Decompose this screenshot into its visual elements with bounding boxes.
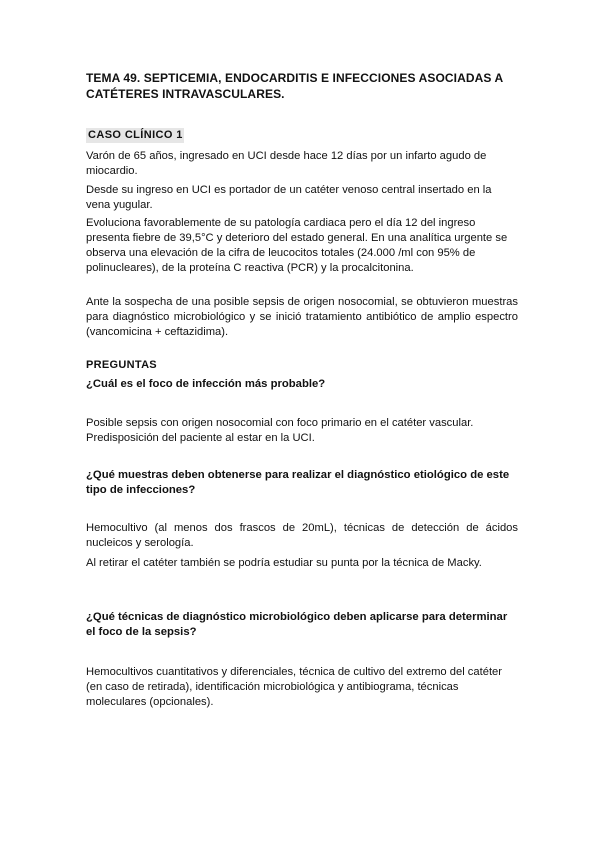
case-paragraph-2 — [86, 183, 518, 213]
question-2: ¿Qué muestras deben obtenerse para realizar el diagnóstico etiológico de este tipo de infecciones? — [86, 469, 510, 496]
case-paragraph-text: Desde su ingreso en UCI es portador de un catéter venoso central insertado en la vena yugular. — [86, 184, 492, 211]
answer-text: Hemocultivos cuantitativos y diferenciales, técnica de cultivo del extremo del catéter (en caso de retirada), identificación microbiológica y antibiograma, técnicas moleculares (opcionales). — [86, 666, 503, 708]
document-title: TEMA 49. SEPTICEMIA, ENDOCARDITIS E INFECCIONES ASOCIADAS A CATÉTERES INTRAVASCULARES. — [86, 71, 503, 101]
question-3: ¿Qué técnicas de diagnóstico microbiológico deben aplicarse para determinar el foco de la sepsis? — [86, 611, 508, 638]
answer-text: Posible sepsis con origen nosocomial con foco primario en el catéter vascular. Predisposición del paciente al estar en la UCI. — [86, 417, 474, 444]
case-heading: CASO CLÍNICO 1 — [88, 129, 183, 141]
answer-2b — [86, 556, 518, 571]
answer-text: Al retirar el catéter también se podría estudiar su punta por la técnica de Macky. — [86, 557, 482, 569]
case-paragraph-text: Varón de 65 años, ingresado en UCI desde hace 12 días por un infarto agudo de miocardio. — [86, 150, 487, 177]
answer-3 — [86, 665, 518, 710]
case-paragraph-3 — [86, 216, 518, 276]
case-paragraph-text: Ante la sospecha de una posible sepsis de origen nosocomial, se obtuvieron muestras para diagnóstico microbiológico y se inició tratamiento antibiótico de amplio espectro (vancomicina + ceftazidima). — [86, 296, 518, 338]
case-paragraph-4 — [86, 295, 518, 340]
answer-2a — [86, 521, 518, 551]
answer-1 — [86, 416, 518, 446]
case-paragraph-1 — [86, 149, 518, 179]
answer-text: Hemocultivo (al menos dos frascos de 20mL), técnicas de detección de ácidos nucleicos y serología. — [86, 522, 518, 549]
question-1: ¿Cuál es el foco de infección más probable? — [86, 378, 326, 390]
case-paragraph-text: Evoluciona favorablemente de su patología cardiaca pero el día 12 del ingreso presenta fiebre de 39,5°C y deterioro del estado general. En una analítica urgente se observa una elevación de la cifra de leucocitos totales (24.000 /ml con 95% de polinucleares), de la proteína C reactiva (PCR) y la procalcitonina. — [86, 217, 508, 274]
questions-heading: PREGUNTAS — [86, 359, 157, 371]
